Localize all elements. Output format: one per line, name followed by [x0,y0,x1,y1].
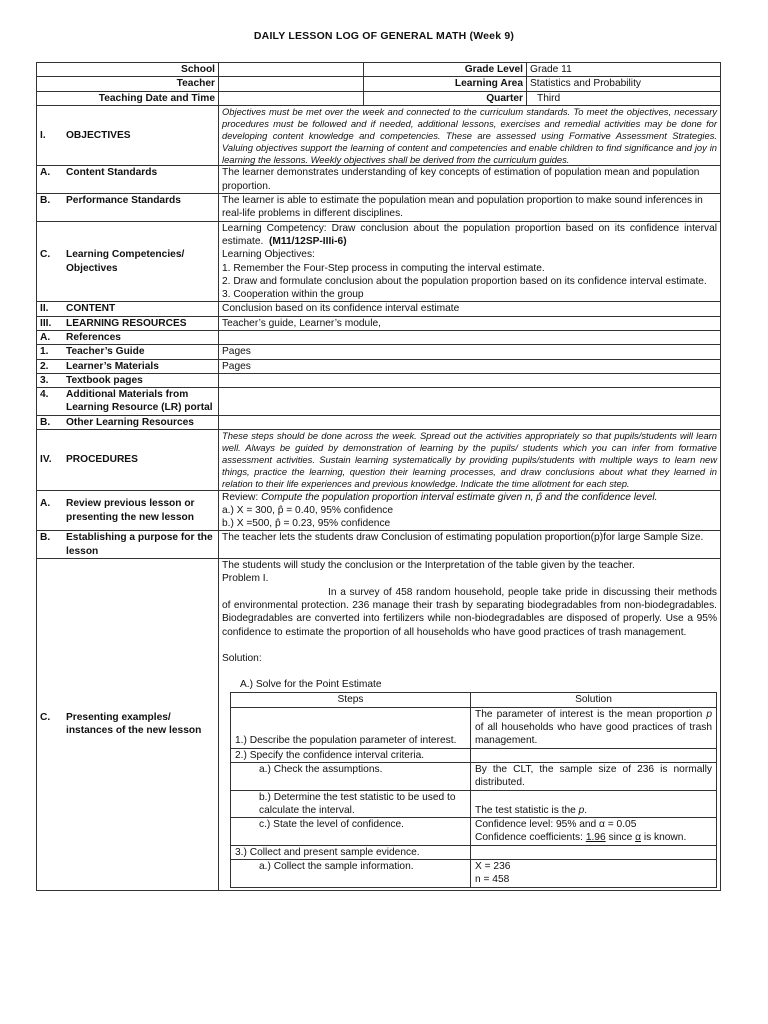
learning-objective-3: 3. Cooperation within the group [222,289,364,301]
competency-line: Learning Competency: Draw conclusion about the population proportion based on its confidence interval estimate. [222,222,718,247]
presenting-row [37,559,721,891]
solution-label: Solution: [222,652,262,664]
resources-num: III. [40,317,52,329]
step-2b-solution: The test statistic is the p. [471,790,717,818]
step-3a: a.) Collect the sample information. [231,860,471,888]
step-2a-solution: By the CLT, the sample size of 236 is normally distributed. [471,762,717,790]
content-standards-text: The learner demonstrates understanding of key concepts of estimation of population mean and population proportion. [219,166,721,194]
objectives-num: I. [40,130,46,141]
teachers-guide-label: Teacher’s Guide [66,346,145,358]
presenting-label: Presenting examples/ instances of the new lesson [66,712,202,737]
document-title: DAILY LESSON LOG OF GENERAL MATH (Week 9) [253,30,515,42]
quarter-label: Quarter [364,91,527,105]
objectives-heading [37,105,219,166]
resources-text: Teacher’s guide, Learner’s module, [219,316,721,330]
header-row-teacher [37,77,721,91]
quarter-value: Third [527,91,721,105]
step-2b-text: b.) Determine the test statistic to be used to calculate the interval. [259,791,456,816]
resources-label: LEARNING RESOURCES [66,317,187,329]
competencies-text [219,221,721,302]
purpose-num: B. [40,532,51,544]
purpose-row [37,531,721,559]
alpha-symbol: α [635,832,641,844]
procedures-label: PROCEDURES [66,454,138,466]
objectives-label: OBJECTIVES [66,130,131,141]
content-row [37,302,721,316]
performance-standards-label: Performance Standards [66,195,181,207]
competencies-row [37,221,721,302]
header-row-school [37,63,721,77]
grade-level-label: Grade Level [364,63,527,77]
content-text: Conclusion based on its confidence interval estimate [219,302,721,316]
competencies-num: C. [40,249,51,261]
procedures-num: IV. [40,454,52,466]
learning-objective-1: 1. Remember the Four-Step process in computing the interval estimate. [222,262,545,274]
coef-known: is known. [640,832,687,844]
step-3-row [231,845,717,859]
teachers-guide-row [37,345,721,359]
procedures-text: These steps should be done across the week. Spread out the activities appropriately so that pupils/students will learn well. Always be guided by demonstration of learning by the pupils/ students which you can infer from formative assessment activities. Sustain learning systematically by providing pupils/students with multiple ways to learn new things, practice the learning, question their learning processes, and draw conclusions about what they learned in relation to their life experiences and previous knowledge. Indicate the time allotment for each step. [219,430,721,491]
performance-standards-row [37,194,721,222]
step-2a: a.) Check the assumptions. [231,762,471,790]
review-num: A. [40,498,51,510]
content-standards-row [37,166,721,194]
teacher-value [219,77,364,91]
point-estimate-heading: A.) Solve for the Point Estimate [240,679,382,691]
coef-since: since [605,832,636,844]
references-value [219,330,721,344]
coef-label: Confidence coefficients: [475,832,586,844]
lesson-log-table [36,62,721,891]
step-2: 2.) Specify the confidence interval criteria. [231,748,471,762]
teachers-guide-num: 1. [40,346,49,358]
other-num: B. [40,416,51,428]
step-1: 1.) Describe the population parameter of interest. [231,707,471,748]
references-num: A. [40,331,51,343]
learners-materials-label: Learner’s Materials [66,360,159,372]
header-row-date [37,91,721,105]
additional-num: 4. [40,389,49,401]
learners-materials-row [37,359,721,373]
learners-materials-pages: Pages [219,359,721,373]
objectives-text: Objectives must be met over the week and connected to the curriculum standards. To meet the objectives, necessary procedures must be followed and if needed, additional lessons, exercises and remedial activities may be done for developing content knowledge and competencies. These are assessed using Formative Assessment Strategies. Valuing objectives support the learning of content and competencies and enable children to find significance and joy in learning the lessons. Weekly objectives shall be derived from the curriculum guides. [219,105,721,166]
step-3a-row [231,860,717,888]
sample-x: X = 236 [475,861,511,873]
purpose-label: Establishing a purpose for the lesson [66,532,213,557]
procedures-row [37,430,721,491]
teaching-date-value [219,91,364,105]
performance-standards-num: B. [40,195,51,207]
step-2-row [231,748,717,762]
school-label: School [37,63,219,77]
textbook-num: 3. [40,374,49,386]
step-2c-solution [471,818,717,846]
textbook-row [37,373,721,387]
review-row [37,490,721,531]
review-text [219,490,721,531]
purpose-text: The teacher lets the students draw Conclusion of estimating population proportion(p)for large Sample Size. [219,531,721,559]
step-1-solution: The parameter of interest is the mean proportion p of all households who have good practices of trash management. [471,707,717,748]
confidence-coefficient [475,831,712,844]
content-label: CONTENT [66,303,116,315]
content-num: II. [40,303,49,315]
other-resources-row [37,415,721,429]
problem-label: Problem I. [222,573,269,585]
problem-text: In a survey of 458 random household, people take pride in discussing their methods of environmental protection. 236 manage their trash by separating biodegradables from non-biodegradables. Biodegradables are converted into fertilizers while non-biodegradables are disposed of properly. Use a 95% confidence to estimate the proportion of all households who have good practices of trash management. [222,586,718,638]
step-1-row [231,707,717,748]
learning-area-label: Learning Area [364,77,527,91]
review-task: Compute the population proportion interval estimate given n, p̂ and the confidence level. [261,491,658,503]
competency-code: (M11/12SP-IIIi-6) [269,235,347,247]
steps-header-row [231,693,717,707]
step-3-solution [471,845,717,859]
content-standards-label: Content Standards [66,167,158,179]
other-value [219,415,721,429]
steps-table [230,692,717,887]
learners-materials-num: 2. [40,360,49,372]
review-item-b: b.) X =500, p̂ = 0.23, 95% confidence [222,518,391,530]
step-2c: c.) State the level of confidence. [231,818,471,846]
school-value [219,63,364,77]
step-2-solution [471,748,717,762]
step-3a-solution [471,860,717,888]
teacher-label: Teacher [37,77,219,91]
other-label: Other Learning Resources [66,416,194,428]
teaching-date-label: Teaching Date and Time [37,91,219,105]
textbook-label: Textbook pages [66,374,143,386]
content-standards-num: A. [40,167,51,179]
presenting-content [219,559,721,891]
review-prefix: Review: [222,491,262,503]
sample-n: n = 458 [475,874,510,886]
additional-materials-row [37,388,721,416]
textbook-value [219,373,721,387]
step-2b-row [231,790,717,818]
resources-row [37,316,721,330]
references-label: References [66,331,121,343]
teachers-guide-pages: Pages [219,345,721,359]
competencies-label: Learning Competencies/ Objectives [66,249,185,274]
step-2c-row [231,818,717,846]
step-2b [231,790,471,818]
solution-header: Solution [471,693,717,707]
grade-level-value: Grade 11 [527,63,721,77]
additional-label: Additional Materials from Learning Resource (LR) portal [66,389,213,414]
confidence-level: Confidence level: 95% and α = 0.05 [475,819,637,831]
learning-area-value: Statistics and Probability [527,77,721,91]
review-label: Review previous lesson or presenting the new lesson [66,498,195,523]
steps-header: Steps [231,693,471,707]
additional-value [219,388,721,416]
review-item-a: a.) X = 300, p̂ = 0.40, 95% confidence [222,504,394,516]
learning-objective-2: 2. Draw and formulate conclusion about the population proportion based on its confidence interval estimate. [222,275,707,287]
objectives-row [37,105,721,166]
step-2a-row [231,762,717,790]
step-3: 3.) Collect and present sample evidence. [231,845,471,859]
references-row [37,330,721,344]
learning-objectives-heading: Learning Objectives: [222,249,315,261]
presenting-intro: The students will study the conclusion or the Interpretation of the table given by the teacher. [222,560,635,572]
coef-value: 1.96 [585,832,606,844]
presenting-num: C. [40,712,51,724]
performance-standards-text: The learner is able to estimate the population mean and population proportion to make sound inferences in real-life problems in different disciplines. [219,194,721,222]
